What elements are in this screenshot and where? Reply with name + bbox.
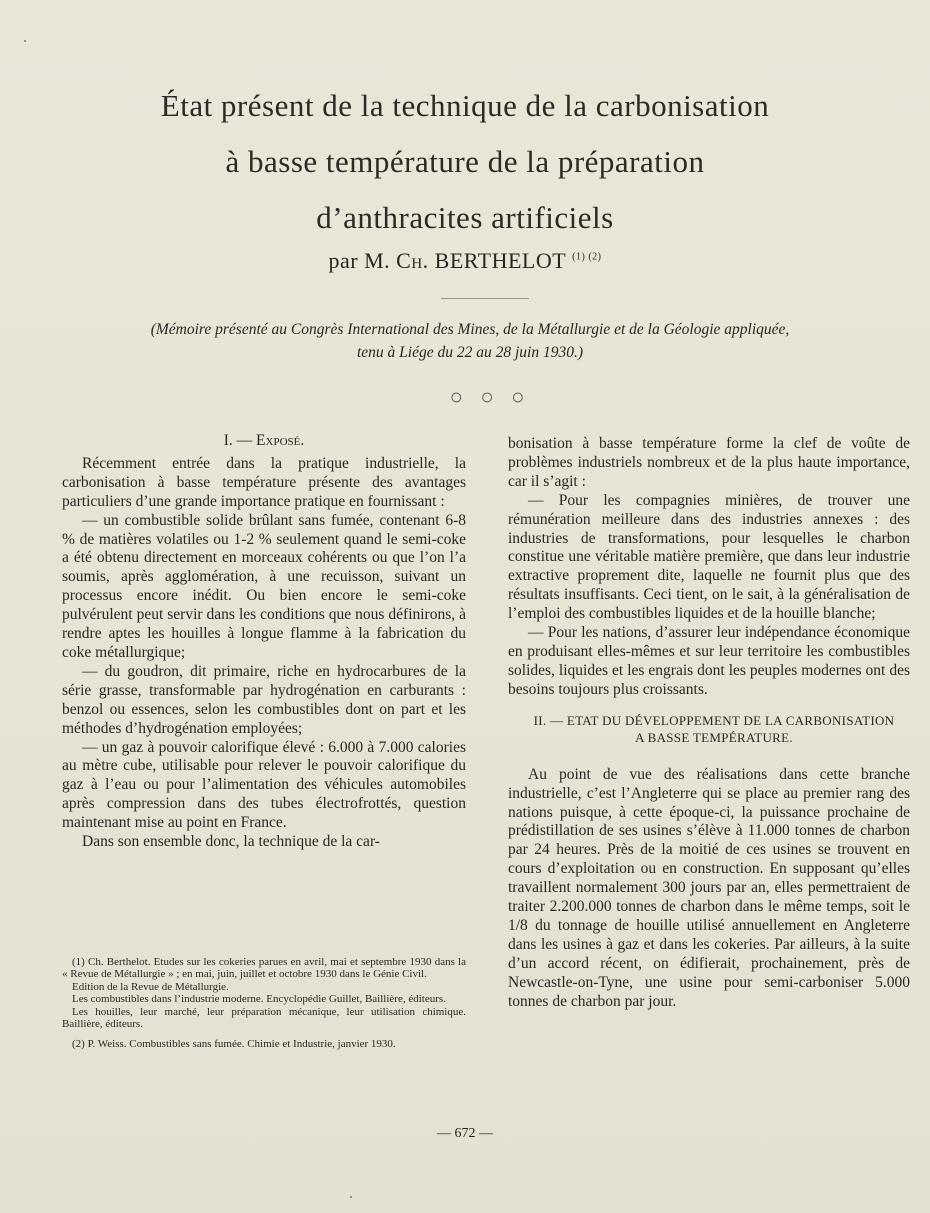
heading2-line-1: II. — ETAT DU DÉVELOPPEMENT DE LA CARBONISATION bbox=[533, 712, 895, 728]
paragraph: Dans son ensemble donc, la technique de la car- bbox=[82, 833, 380, 851]
right-column bbox=[508, 435, 910, 1011]
title-line-1: État présent de la technique de la carbonisation bbox=[160, 88, 770, 123]
print-speck bbox=[24, 40, 26, 42]
memoir-note bbox=[70, 318, 870, 364]
footnote-1: (1) Ch. Berthelot. Etudes sur les cokeries parues en avril, mai et septembre 1930 dans la « Revue de Métallurgie » ; en mai, juin, juillet et octobre 1930 dans le Génie Civil. bbox=[62, 956, 466, 981]
heading2-line-2: A BASSE TEMPÉRATURE. bbox=[635, 729, 793, 745]
paragraph: bonisation à basse température forme la clef de voûte de problèmes industriels nombreux et de la plus haute importance, car il s’agit : bbox=[508, 435, 910, 490]
footnote-1-edition: Edition de la Revue de Métallurgie. bbox=[72, 980, 229, 993]
section-heading-1 bbox=[62, 432, 466, 451]
memo-line-2: tenu à Liége du 22 au 28 juin 1930.) bbox=[356, 344, 584, 361]
author-byline bbox=[60, 248, 870, 274]
title-divider bbox=[441, 298, 529, 299]
heading-text: Exposé. bbox=[256, 432, 305, 449]
paragraph: — Pour les compagnies minières, de trouver une rémunération meilleure dans des industries annexes : des industries de transformations, pour lesquelles le charbon constitue une véritable matière première, que dans leur industrie extractive proprement dite, laquelle ne fournit plus que des résultats insuffisants. Ceci tient, on le sait, à la généralisation de l’emploi des combustibles liquides et de la houille blanche; bbox=[508, 491, 910, 623]
footnote-1-houilles: Les houilles, leur marché, leur préparation mécanique, leur utilisation chimique. Baillière, éditeurs. bbox=[62, 1005, 466, 1031]
footnote-1-combustibles: Les combustibles dans l’industrie moderne. Encyclopédie Guillet, Baillière, éditeurs. bbox=[72, 993, 446, 1006]
article-title bbox=[60, 78, 870, 246]
page-number: — 672 — bbox=[437, 1126, 493, 1141]
paragraph: — un gaz à pouvoir calorifique élevé : 6.000 à 7.000 calories au mètre cube, utilisable pour relever le pouvoir calorifique du gaz à l’eau ou pour l’alimentation des véhicules automobiles après compression dans des tubes électrofrottés, question maintenant mise au point en France. bbox=[62, 738, 466, 832]
footnotes bbox=[62, 956, 466, 1051]
print-speck bbox=[350, 1196, 352, 1198]
footnote-2: (2) P. Weiss. Combustibles sans fumée. Chimie et Industrie, janvier 1930. bbox=[72, 1038, 396, 1051]
title-line-2: à basse température de la préparation bbox=[225, 144, 705, 179]
heading-number: I. — bbox=[223, 432, 257, 449]
section-heading-2 bbox=[508, 712, 910, 746]
byline-prefix: par M. bbox=[328, 248, 397, 273]
footnote-refs: (1) (2) bbox=[572, 251, 602, 263]
left-column bbox=[62, 432, 466, 852]
title-line-3: d’anthracites artificiels bbox=[316, 200, 614, 235]
author-name: Ch. BERTHELOT bbox=[396, 248, 567, 273]
section-ornament: ○ ○ ○ bbox=[449, 384, 531, 409]
paragraph: — Pour les nations, d’assurer leur indépendance économique en produisant elles-mêmes et sur leur territoire les combustibles solides, liquides et les engrais dont les peuples modernes ont des besoins toujours plus croissants. bbox=[508, 624, 910, 698]
memo-line-1: (Mémoire présenté au Congrès International des Mines, de la Métallurgie et de la Géologie appliquée, bbox=[150, 321, 790, 338]
paragraph: — un combustible solide brûlant sans fumée, contenant 6-8 % de matières volatiles ou 1-2 % seulement quand le semi-coke a été obtenu directement en morceaux cohérents ou que l’on l’a soumis, après agglomération, à une recuisson, suivant un processus encore inédit. Ou bien encore le semi-coke pulvérulent peut servir dans les conditions que nous définirons, à rendre aptes les houilles à longue flamme à la fabrication du coke métallurgique; bbox=[62, 511, 466, 661]
paragraph: Récemment entrée dans la pratique industrielle, la carbonisation à basse température présente des avantages particuliers d’une grande importance pratique en fournissant : bbox=[62, 454, 466, 510]
paragraph: Au point de vue des réalisations dans cette branche industrielle, c’est l’Angleterre qui se place au premier rang des nations puisque, à cette époque-ci, la puissance prochaine de prédistillation de ses usines s’élève à 11.000 tonnes de charbon par 24 heures. Près de la moitié de ces usines se trouvent en cours d’exploitation ou en construction. En supposant qu’elles travaillent normalement 300 jours par an, elles permettraient de traiter 2.200.000 tonnes de charbon dans le même temps, soit le 1/8 du tonnage de houille utilisé annuellement en Angleterre dans les usines à gaz et dans les cokeries. Par ailleurs, à la suite d’un accord récent, on édifierait, prochainement, près de Newcastle-on-Tyne, une usine pour semi-carboniser 5.000 tonnes de charbon par jour. bbox=[508, 765, 910, 1010]
paragraph: — du goudron, dit primaire, riche en hydrocarbures de la série grasse, transformable par hydrogénation en carburants : benzol ou essences, selon les combustibles dont on part et les méthodes d’hydrogénation employées; bbox=[62, 662, 466, 737]
